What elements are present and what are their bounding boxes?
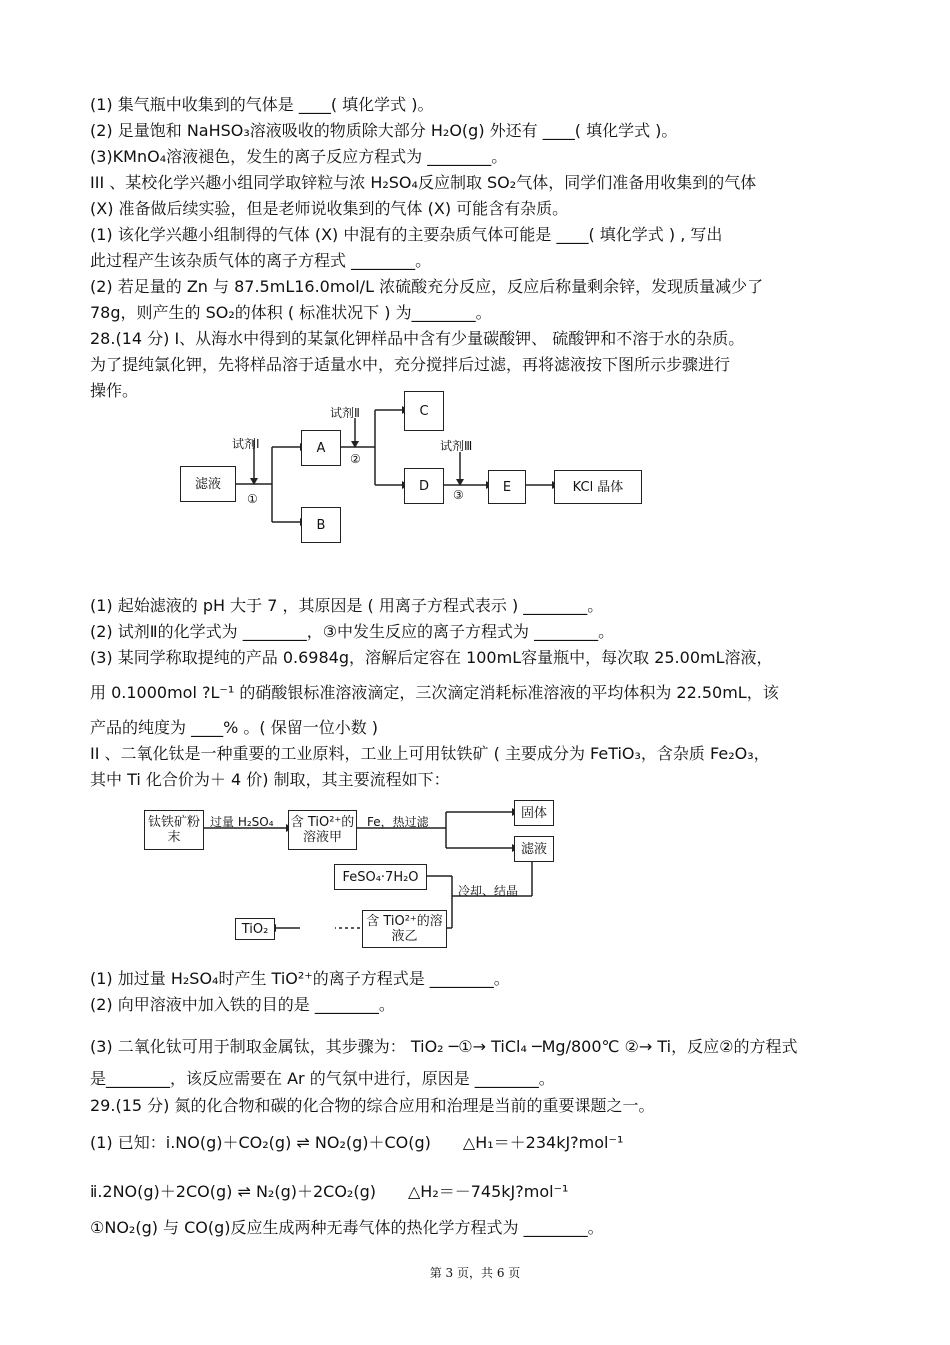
- line-iii-q1: (1) 该化学兴趣小组制得的气体 (X) 中混有的主要杂质气体可能是 ____( 填化学式 ) , 写出: [90, 225, 723, 244]
- line-iii-q2-2: 78g，则产生的 SO₂的体积 ( 标准状况下 ) 为________。: [90, 303, 492, 322]
- box-a: A: [301, 430, 341, 466]
- line-ii-q1: (1) 加过量 H₂SO₄时产生 TiO²⁺的离子方程式是 ________。: [90, 969, 510, 988]
- line-ii-q3: (3) 二氧化钛可用于制取金属钛，其步骤为： TiO₂ ─①→ TiCl₄ ─Mg/800℃ ②→ Ti，反应②的方程式: [90, 1037, 798, 1056]
- line-ii-q3-2: 是________，该反应需要在 Ar 的气氛中进行，原因是 ________。: [90, 1069, 555, 1088]
- box-d: D: [404, 468, 444, 504]
- line-28-q3-2: 用 0.1000mol ?L⁻¹ 的硝酸银标准溶液滴定，三次滴定消耗标准溶液的平均体积为 22.50mL，该: [90, 683, 779, 702]
- line-29-eq2: ⅱ.2NO(g)＋2CO(g) ⇌ N₂(g)＋2CO₂(g) △H₂＝－745kJ?mol⁻¹: [90, 1182, 569, 1201]
- reagent-1-label: 试剂Ⅰ: [232, 437, 260, 451]
- box-e: E: [488, 470, 526, 504]
- line-28-title: 28.(14 分) Ⅰ、从海水中得到的某氯化钾样品中含有少量碳酸钾、 硫酸钾和不溶于水的杂质。: [90, 329, 745, 348]
- line-iii-intro-2: (X) 准备做后续实验，但是老师说收集到的气体 (X) 可能含有杂质。: [90, 199, 569, 218]
- box-filtrate-2: 滤液: [514, 836, 554, 862]
- label-fe-hot-filter: Fe，热过滤: [367, 815, 429, 829]
- box-feso4: FeSO₄·7H₂O: [334, 864, 427, 890]
- line-28-q2: (2) 试剂Ⅱ的化学式为 ________，③中发生反应的离子方程式为 ________。: [90, 622, 615, 641]
- label-cool-crystallize: 冷却、结晶: [458, 884, 519, 898]
- line-q1: (1) 集气瓶中收集到的气体是 ____( 填化学式 )。: [90, 95, 434, 114]
- line-ii-q2: (2) 向甲溶液中加入铁的目的是 ________。: [90, 995, 395, 1014]
- step-3-label: ③: [453, 488, 464, 502]
- box-ilmenite: 钛铁矿粉末: [144, 810, 204, 850]
- label-h2so4: 过量 H₂SO₄: [210, 815, 274, 829]
- step-2-label: ②: [350, 452, 361, 466]
- box-solution-b: 含 TiO²⁺的溶液乙: [362, 910, 447, 948]
- box-kcl-crystal: KCl 晶体: [554, 470, 642, 504]
- reagent-3-label: 试剂Ⅲ: [440, 439, 473, 453]
- line-28-intro: 为了提纯氯化钾，先将样品溶于适量水中，充分搅拌后过滤，再将滤液按下图所示步骤进行: [90, 355, 731, 374]
- line-29-q1: ①NO₂(g) 与 CO(g)反应生成两种无毒气体的热化学方程式为 ________。: [90, 1218, 604, 1237]
- line-28-q3-3: 产品的纯度为 ____% 。( 保留一位小数 ): [90, 718, 379, 737]
- box-solid: 固体: [514, 800, 554, 826]
- line-q3: (3)KMnO₄溶液褪色，发生的离子反应方程式为 ________。: [90, 147, 508, 166]
- box-tio2: TiO₂: [235, 918, 275, 940]
- line-q2: (2) 足量饱和 NaHSO₃溶液吸收的物质除大部分 H₂O(g) 外还有 ____( 填化学式 )。: [90, 121, 678, 140]
- box-filtrate: 滤液: [180, 466, 236, 502]
- line-ii-intro-2: 其中 Ti 化合价为＋ 4 价) 制取，其主要流程如下：: [90, 770, 450, 789]
- page-footer: 第 3 页，共 6 页: [429, 1266, 521, 1280]
- box-solution-a: 含 TiO²⁺的溶液甲: [288, 810, 357, 850]
- box-b: B: [301, 507, 341, 543]
- line-28-intro-2: 操作。: [90, 381, 139, 400]
- line-ii-intro: II 、二氧化钛是一种重要的工业原料，工业上可用钛铁矿 ( 主要成分为 FeTiO₃，含杂质 Fe₂O₃，: [90, 744, 770, 763]
- line-28-q3: (3) 某同学称取提纯的产品 0.6984g，溶解后定容在 100mL容量瓶中，每次取 25.00mL溶液，: [90, 648, 773, 667]
- reagent-2-label: 试剂Ⅱ: [330, 406, 360, 420]
- step-1-label: ①: [247, 492, 258, 506]
- line-29-eq1: (1) 已知：ⅰ.NO(g)＋CO₂(g) ⇌ NO₂(g)＋CO(g) △H₁＝＋234kJ?mol⁻¹: [90, 1133, 624, 1152]
- box-c: C: [404, 391, 444, 431]
- line-iii-q2: (2) 若足量的 Zn 与 87.5mL16.0mol/L 浓硫酸充分反应，反应后称量剩余锌，发现质量减少了: [90, 277, 764, 296]
- line-28-q1: (1) 起始滤液的 pH 大于 7 ，其原因是 ( 用离子方程式表示 ) ________。: [90, 596, 604, 615]
- line-iii-q1-2: 此过程产生该杂质气体的离子方程式 ________。: [90, 251, 432, 270]
- line-29-title: 29.(15 分) 氮的化合物和碳的化合物的综合应用和治理是当前的重要课题之一。: [90, 1096, 655, 1115]
- line-iii-intro: III 、某校化学兴趣小组同学取锌粒与浓 H₂SO₄反应制取 SO₂气体，同学们准备用收集到的气体: [90, 173, 757, 192]
